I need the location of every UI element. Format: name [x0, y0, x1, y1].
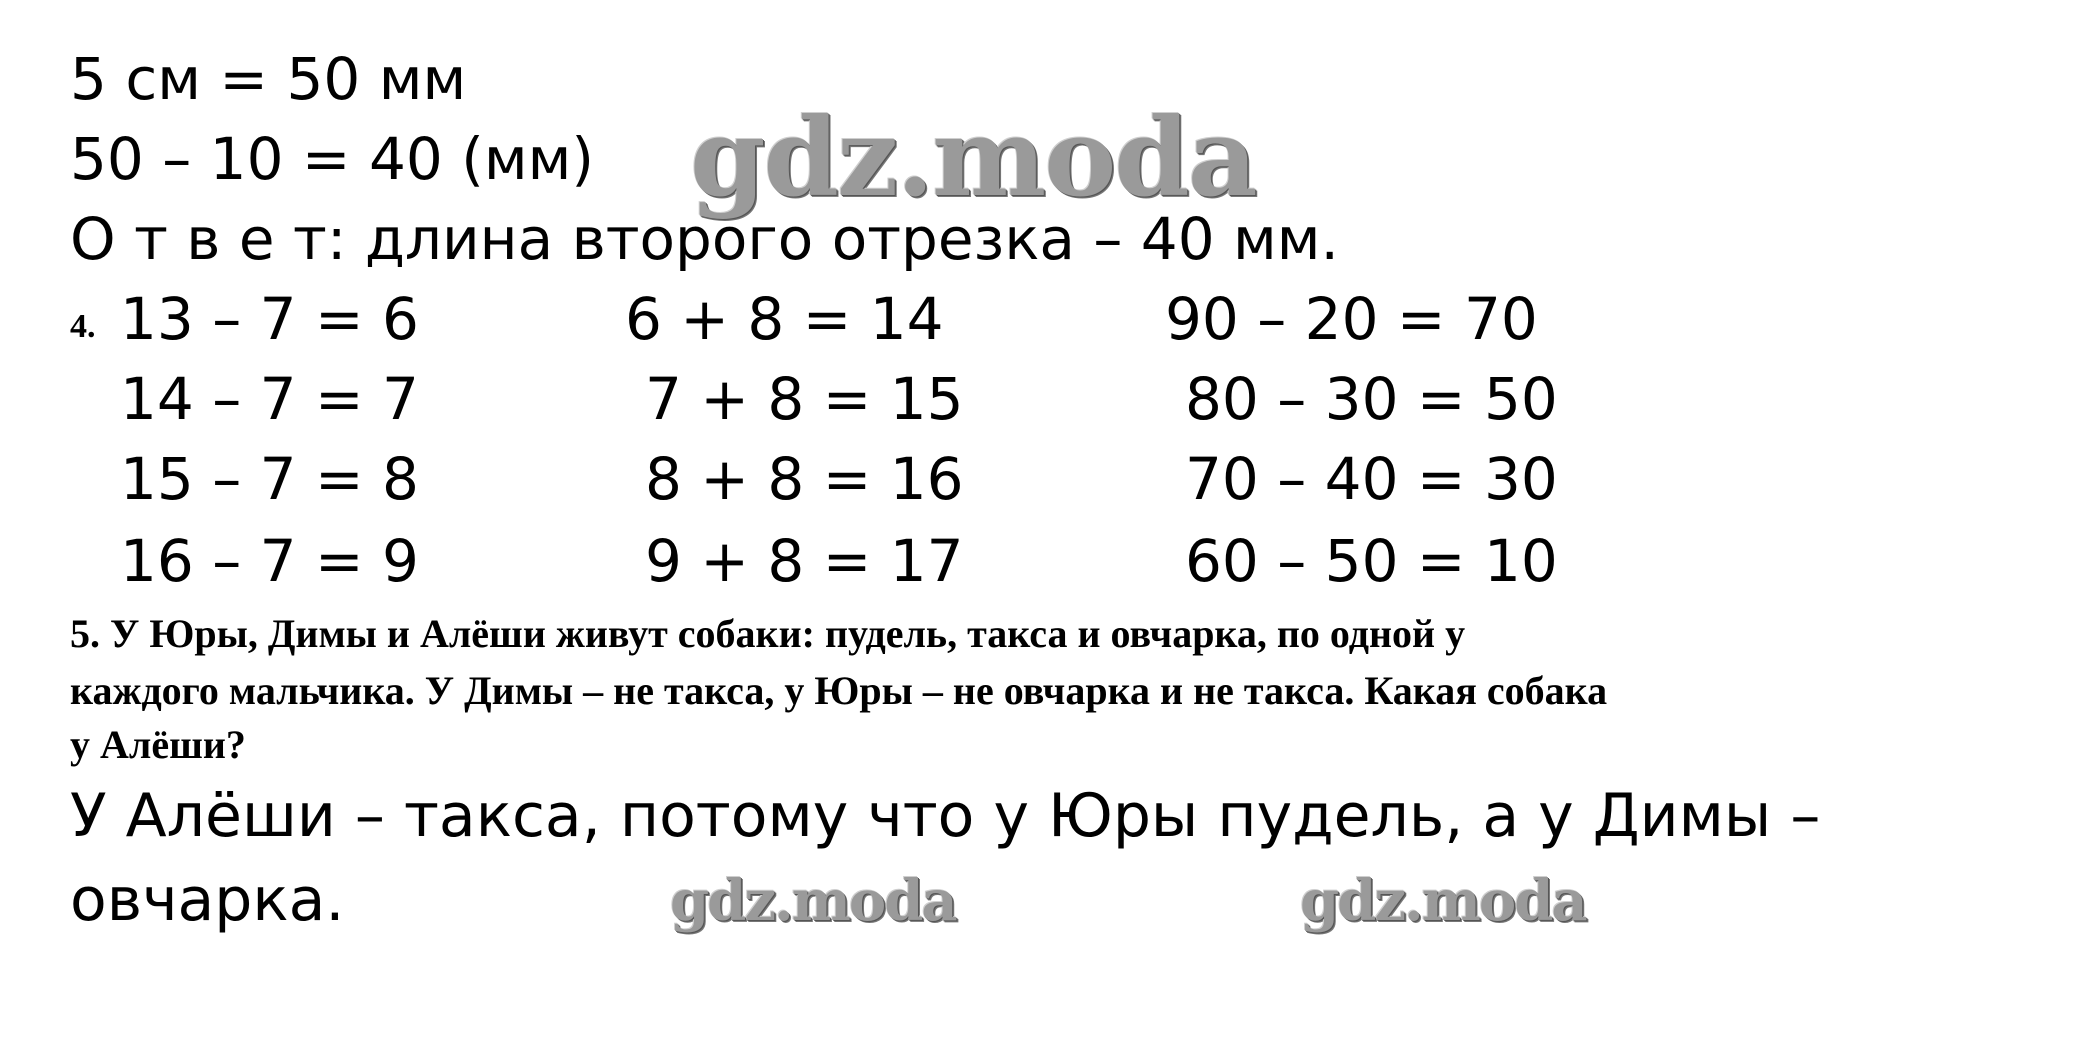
watermark-bottom-right: gdz.moda: [1300, 868, 1586, 934]
problem4-col2-row4: 9 + 8 = 17: [645, 527, 964, 595]
problem4-col2-row3: 8 + 8 = 16: [645, 445, 964, 513]
problem3-answer: О т в е т: длина второго отрезка – 40 мм.: [70, 205, 1339, 273]
problem4-col3-row2: 80 – 30 = 50: [1185, 365, 1558, 433]
problem3-line2: 50 – 10 = 40 (мм): [70, 125, 594, 193]
problem4-number: 4.: [70, 308, 96, 345]
problem4-col1-row1: 13 – 7 = 6: [120, 285, 419, 353]
problem4-col2-row2: 7 + 8 = 15: [645, 365, 964, 433]
problem5-answer-line1: У Алёши – такса, потому что у Юры пудель, а у Димы –: [70, 781, 1821, 851]
problem5-answer-line2: овчарка.: [70, 865, 345, 935]
problem4-col1-row2: 14 – 7 = 7: [120, 365, 419, 433]
problem4-col3-row3: 70 – 40 = 30: [1185, 445, 1558, 513]
watermark-top: gdz.moda: [690, 95, 1256, 221]
watermark-bottom-left: gdz.moda: [670, 868, 956, 934]
problem5-task-line3: у Алёши?: [70, 722, 246, 767]
problem4-col3-row4: 60 – 50 = 10: [1185, 527, 1558, 595]
problem4-col3-row1: 90 – 20 = 70: [1165, 285, 1538, 353]
problem4-col1-row4: 16 – 7 = 9: [120, 527, 419, 595]
problem5-task-line2: каждого мальчика. У Димы – не такса, у Юры – не овчарка и не такса. Какая собака: [70, 668, 1608, 713]
problem4-col1-row3: 15 – 7 = 8: [120, 445, 419, 513]
problem3-line1: 5 см = 50 мм: [70, 45, 467, 113]
problem5-task-line1: 5. У Юры, Димы и Алёши живут собаки: пудель, такса и овчарка, по одной у: [70, 611, 1466, 656]
problem4-col2-row1: 6 + 8 = 14: [625, 285, 944, 353]
